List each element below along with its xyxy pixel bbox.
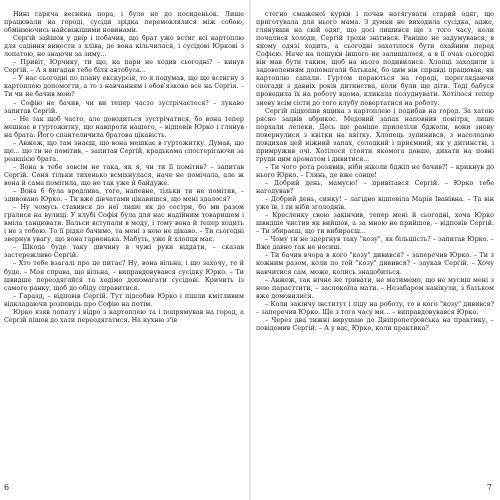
paragraph: – Добрий день, синку! – лагідно відповіла Марія Іванівна. – Та він уже їв, і ти ніби зголоднів. (256, 195, 494, 212)
paragraph: Нині гаряча весняна пора, і було не до посиденьок. Лише працювали на городі, сусіди зрідка перемовлялися між собою, обмінюючись найсвіжішими новинами. (4, 10, 244, 35)
paragraph: Сергій зайшов у двір і побачив, що брат уже встиг всі картоплю для садіння винести з хліва, де вона кільчилася, і сусідові Юркові з лопатою, не знаючи за зиму... (4, 34, 244, 59)
paragraph: – Авжеж, так нічне не тривати, не матимемо, що не мусиш мені з нею парасттити, – заспокоїла мати. – Незабаром канікули, з батьком вже домовилися. (256, 275, 494, 300)
paragraph: – Вона в тебе зовсім не така, як я, чи ти її помітив? – запитав Сергій. Соня тільки тихенько всміхнулася, наче не помічала, але ж вона й сама помітила, що не так уже й байдуже. (4, 162, 244, 187)
paragraph: – Ти чого рота розявив, ніби ніколи бджіл не бачив?! – крикнув до нього Юрко. – Глянь, де вже сонце! (256, 162, 494, 179)
page-number: 7 (486, 483, 492, 492)
paragraph: – Чому ти не здергнув таку "козу", як більшість? – запитав Юрко. – Вже давно так не носиш. (256, 235, 494, 252)
paragraph: – Ти бачив вчора в кого "козу" дивився? – заперечив Юрко. – Ти з кожним разом, коли по той "козу" дивився? – заукав Сергій. – Хочу навчитися сам, може, колись знадобиться. (256, 251, 494, 276)
left-page-text (4, 10, 244, 324)
paragraph: – Хто тебе взагалі про це питає? Ну, вона вільна, і що захочу, те й буде. – Моя справа, що вільна, – виправдовувався сусідку Юрко. – Ти швидше переодягайся та ходімо допомагати сусідові. Кричить із самого ранку, щоб до обіду справитися. (4, 259, 244, 292)
paragraph: стегно смаженої курки і почав натягувати старий одяг, що приготувала для нього мама. З думки не виходила сусідка, адже, глянувши на свій одяг, що досі лишився ще з того часу, коли почалися холоди, Сергій трохи знітився. Раніше не задумувався, в якому одязі ходить, а сьогодні захотілося бути охайним перед Софією. Наче на пошуки іншого не залишалося, а в її очах сьогодні він мав бути таким, щоб на нього подивилися. Хлопці заходили з задоволенням допомагали батькам, бо цим він справді працював, як картоплю сапали. Гуртом пораються на городі, переглядаючи спогади з давніх років дитинства, коли були ще діти. Тоді бабуся проводила їх на роботу вдома, кликала полуднувати. Хотілося тепер знову всім сісти до того клубу повертатися на роботу. (256, 10, 494, 107)
page-number: 6 (4, 483, 10, 492)
paragraph: – Привіт, Юрчику, ти що, на пари не ходив сьогодні? – кинув Сергій. – А я вигадав тебе біля автобуса... (4, 58, 244, 75)
paragraph: – Вона б була вродлива, того, напевне, тільки ти не помітив, – здивовано Юрко. – Ти вже дівчатами цікавишся, що мені здалося? (4, 187, 244, 204)
paragraph: Юрко взяв лопату і відро з картоплею та і попрямував на город, а Сергій пішов до хати переодягатися. На кухню з'їв (4, 307, 244, 324)
paragraph: – Шкода буде таку дівчину в чужі руки віддати, – сказав застережливо Сергій. (4, 243, 244, 260)
paragraph: – Гаразд, – відповів Сергій. Тут підсобив Юрко і пішли кмітливим відкладаючи розповідь про Софію на потім. (4, 291, 244, 308)
paragraph: – Коли закінчу інститут і піду на роботу, то в кого "козу" дивився? – заперечив Юрко. Ще з того часу ми... – виправдовувався Юрко. (256, 299, 494, 316)
paragraph: – Не так щоб часто, але доводиться зустрічатися, бо вона тепер мешкає в гуртожитку, що навпроти нашого, – відповів Юрко і глянув на брата. Його спантеличила братова цікавість. (4, 114, 244, 139)
paragraph: – Через два тижні вирушаю до Дніпропетровська на практику, – повідомив Сергій. – А у вас, Юрко, коли практика? (256, 315, 494, 332)
paragraph: – Ну чомусь ставився до неї лише як до сестри, бо ми разом гралися на вулиці. У клубі Софія була для нас надійним товаришем і вміла танцювати. Вальси вступали в моду, і тому вона й тепер ходить і не з тобою. То її рідко бачимо, та мені з нею не цікаво. – Ти сьогодні звернув увагу, що вона гарненька. Мабуть, уже й хлопця має. (4, 203, 244, 244)
paragraph: – Софію не бачив, чи ви тепер часто зустрічаєтеся? – лукаво запитав Сергій. (4, 98, 244, 115)
right-page-text (256, 10, 494, 332)
paragraph: Сергій підхопив ящика з картоплею і подибав на город. За хатою рясно зацвів абрикос. Медовий запах наповнив повітря, лише порхали лелеки. Десь ще раніше прилетіли бджоли, вони знову повернулися з квітки на квітку. Хлопець зупинився, з насолодою повдихав цей ніжний запах, солодкий і приємний, як у дитинстві, і примружив очі. Хотілося стояти якомога довше, дихати на повні груди цим ароматом і дивитися... (256, 106, 494, 163)
paragraph: – Кресленку свою закінчив, тепер мені й сьогодні, хоча Юрко швидше чистив як вийшов, а за мною не прийшов, – відповів Сергій. – Ти збираєш, що ти вибираєш... (256, 211, 494, 236)
paragraph: – Добрий день, мамусю! – привітався Сергій. – Юрко тебе нагодував? (256, 178, 494, 196)
right-page (250, 0, 500, 500)
paragraph: – Авжеж, що там знаєш, що вона мешкає в гуртожитку. Думав, що ще... що ти не помітив, – запитав Сергій, крадькома спостерігаючи за реакцією брата. (4, 138, 244, 163)
paragraph: – У нас сьогодні по плану екскурсія, то я подумав, що ще встигну з картоплею допомогти, а то з навчанням і обов'язково все на Сергія. – Ти чи не бачив мою? (4, 74, 244, 99)
